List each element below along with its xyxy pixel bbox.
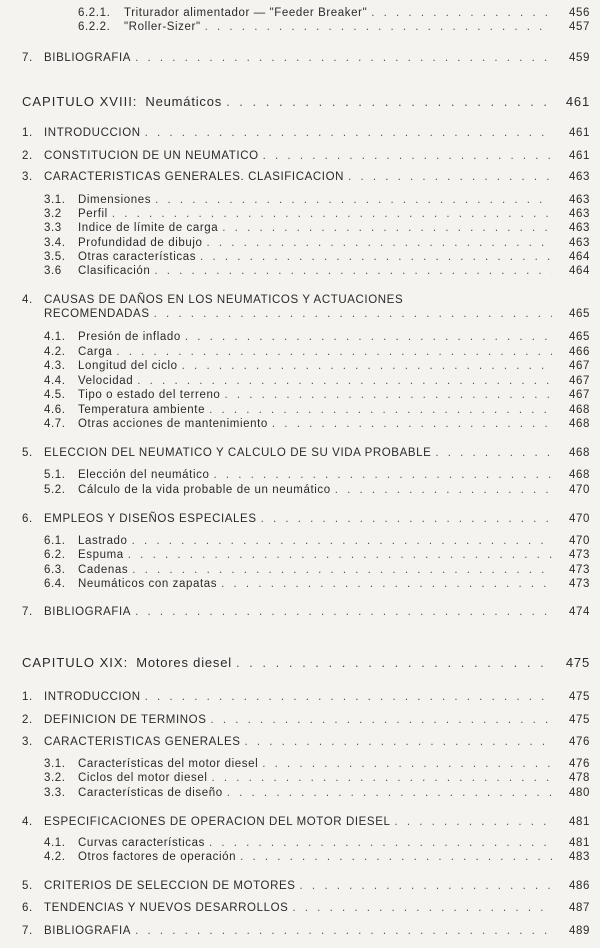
- entry-page: 483: [569, 851, 590, 863]
- toc-entry: [78, 6, 590, 20]
- entry-number: 4.: [22, 816, 33, 828]
- leader-dots: [348, 170, 552, 184]
- entry-number: 5.1.: [44, 469, 66, 481]
- entry-number: 6.2.2.: [78, 21, 111, 33]
- chapter-number: CAPITULO XIX:: [22, 655, 129, 670]
- toc-entry: [44, 264, 590, 278]
- toc-entry: [44, 330, 590, 344]
- chapter-heading: [22, 95, 590, 109]
- entry-page: 481: [569, 816, 590, 828]
- entry-title: Curvas características: [78, 837, 205, 849]
- leader-dots: [116, 345, 552, 359]
- entry-title: Ciclos del motor diesel: [78, 772, 208, 784]
- entry-number: 6.1.: [44, 535, 66, 547]
- entry-title: Características del motor diesel: [78, 758, 259, 770]
- entry-page: 456: [569, 7, 590, 19]
- leader-dots: [236, 656, 552, 670]
- entry-page: 466: [569, 346, 590, 358]
- entry-title: CARACTERISTICAS GENERALES. CLASIFICACION: [44, 171, 345, 183]
- toc-entry: [22, 512, 590, 526]
- entry-page: 467: [569, 375, 590, 387]
- leader-dots: [128, 548, 552, 562]
- toc-entry: [44, 250, 590, 264]
- toc-entry: [44, 850, 590, 864]
- leader-dots: [112, 207, 552, 221]
- toc-entry: [44, 534, 590, 548]
- leader-dots: [244, 735, 552, 749]
- entry-title: Presión de inflado: [78, 331, 181, 343]
- entry-number: 1.: [22, 691, 33, 703]
- toc-entry: [44, 193, 590, 207]
- leader-dots: [222, 221, 552, 235]
- leader-dots: [272, 417, 552, 431]
- leader-dots: [240, 850, 552, 864]
- entry-number: 4.4.: [44, 375, 66, 387]
- entry-number: 3.3.: [44, 787, 66, 799]
- toc-entry: [44, 374, 590, 388]
- entry-title: BIBLIOGRAFIA: [44, 52, 132, 64]
- entry-title: CAUSAS DE DAÑOS EN LOS NEUMATICOS Y ACTUACIONES: [44, 294, 404, 306]
- entry-number: 3.1.: [44, 194, 66, 206]
- entry-number: 6.: [22, 513, 33, 525]
- leader-dots: [145, 126, 552, 140]
- leader-dots: [200, 250, 552, 264]
- leader-dots: [371, 6, 552, 20]
- entry-page: 467: [569, 360, 590, 372]
- entry-title: BIBLIOGRAFIA: [44, 606, 132, 618]
- toc-entry-continuation: [44, 307, 590, 321]
- entry-page: 473: [569, 549, 590, 561]
- entry-title: Triturador alimentador — "Feeder Breaker": [124, 7, 368, 19]
- toc-entry: [44, 359, 590, 373]
- leader-dots: [135, 924, 552, 938]
- toc-entry: [44, 563, 590, 577]
- entry-title: ESPECIFICACIONES DE OPERACION DEL MOTOR DIESEL: [44, 816, 391, 828]
- entry-page: 463: [569, 208, 590, 220]
- leader-dots: [132, 563, 552, 577]
- toc-entry: [44, 417, 590, 431]
- toc-entry: [22, 735, 590, 749]
- entry-number: 6.2.: [44, 549, 66, 561]
- entry-number: 4.2.: [44, 851, 66, 863]
- entry-number: 6.: [22, 902, 33, 914]
- entry-page: 470: [569, 513, 590, 525]
- entry-title: Profundidad de dibujo: [78, 237, 203, 249]
- entry-page: 473: [569, 564, 590, 576]
- entry-title: Longitud del ciclo: [78, 360, 178, 372]
- entry-page: 465: [569, 308, 590, 320]
- toc-entry: [44, 548, 590, 562]
- leader-dots: [394, 815, 552, 829]
- leader-dots: [300, 879, 552, 893]
- entry-number: 4.6.: [44, 404, 66, 416]
- entry-title: Perfil: [78, 208, 108, 220]
- toc-entry: [44, 577, 590, 591]
- entry-page: 461: [565, 94, 590, 109]
- toc-entry: [22, 815, 590, 829]
- entry-number: 7.: [22, 52, 33, 64]
- leader-dots: [263, 149, 552, 163]
- chapter-heading: [22, 656, 590, 670]
- leader-dots: [145, 690, 552, 704]
- leader-dots: [212, 771, 553, 785]
- entry-number: 4.7.: [44, 418, 66, 430]
- entry-number: 3.: [22, 171, 33, 183]
- entry-title: Neumáticos con zapatas: [78, 578, 218, 590]
- toc-entry: [44, 483, 590, 497]
- entry-number: 7.: [22, 925, 33, 937]
- entry-page: 463: [569, 222, 590, 234]
- toc-entry: [44, 771, 590, 785]
- entry-page: 475: [569, 714, 590, 726]
- entry-page: 461: [569, 127, 590, 139]
- leader-dots: [154, 264, 552, 278]
- leader-dots: [224, 388, 552, 402]
- leader-dots: [226, 95, 552, 109]
- entry-number: 4.3.: [44, 360, 66, 372]
- toc-entry: [78, 20, 590, 34]
- entry-number: 3.1.: [44, 758, 66, 770]
- entry-number: 7.: [22, 606, 33, 618]
- entry-title: INTRODUCCION: [44, 127, 141, 139]
- leader-dots: [207, 236, 553, 250]
- entry-page: 464: [569, 251, 590, 263]
- toc-entry: [44, 403, 590, 417]
- leader-dots: [182, 359, 552, 373]
- toc-entry: [44, 786, 590, 800]
- entry-page: 463: [569, 194, 590, 206]
- entry-page: 463: [569, 237, 590, 249]
- entry-number: 5.: [22, 880, 33, 892]
- entry-title: CONSTITUCION DE UN NEUMATICO: [44, 150, 259, 162]
- entry-page: 463: [569, 171, 590, 183]
- entry-title: Tipo o estado del terreno: [78, 389, 221, 401]
- toc-entry: [22, 713, 590, 727]
- entry-page: 470: [569, 535, 590, 547]
- toc-entry: [22, 126, 590, 140]
- entry-number: 3.2.: [44, 772, 66, 784]
- entry-title: Espuma: [78, 549, 124, 561]
- entry-title: Cadenas: [78, 564, 129, 576]
- toc-entry: [22, 170, 590, 184]
- entry-number: 5.2.: [44, 484, 66, 496]
- entry-number: 2.: [22, 150, 33, 162]
- toc-entry: [22, 924, 590, 938]
- entry-page: 465: [569, 331, 590, 343]
- entry-page: 459: [569, 52, 590, 64]
- toc-entry: [44, 757, 590, 771]
- entry-number: 4.5.: [44, 389, 66, 401]
- entry-page: 468: [569, 418, 590, 430]
- entry-page: 461: [569, 150, 590, 162]
- leader-dots: [155, 193, 552, 207]
- entry-number: 4.1.: [44, 837, 66, 849]
- toc-entry: [44, 207, 590, 221]
- toc-entry: [44, 345, 590, 359]
- leader-dots: [209, 403, 552, 417]
- chapter-title: Motores diesel: [136, 655, 232, 670]
- leader-dots: [221, 577, 552, 591]
- entry-title: Características de diseño: [78, 787, 223, 799]
- entry-number: 6.2.1.: [78, 7, 111, 19]
- entry-number: 4.1.: [44, 331, 66, 343]
- entry-page: 464: [569, 265, 590, 277]
- leader-dots: [435, 446, 552, 460]
- entry-page: 467: [569, 389, 590, 401]
- entry-number: 3.6: [44, 265, 62, 277]
- toc-entry: [22, 51, 590, 65]
- entry-title: Indice de límite de carga: [78, 222, 219, 234]
- entry-page: 468: [569, 469, 590, 481]
- leader-dots: [262, 757, 552, 771]
- entry-number: 3.3: [44, 222, 62, 234]
- entry-page: 481: [569, 837, 590, 849]
- entry-title: Clasificación: [78, 265, 151, 277]
- leader-dots: [154, 307, 552, 321]
- leader-dots: [292, 901, 552, 915]
- entry-page: 474: [569, 606, 590, 618]
- entry-page: 475: [565, 655, 590, 670]
- leader-dots: [135, 605, 552, 619]
- leader-dots: [213, 468, 552, 482]
- entry-title: Otras acciones de mantenimiento: [78, 418, 268, 430]
- entry-title: CRITERIOS DE SELECCION DE MOTORES: [44, 880, 296, 892]
- entry-number: 3.: [22, 736, 33, 748]
- entry-title: Carga: [78, 346, 113, 358]
- toc-entry: [22, 901, 590, 915]
- leader-dots: [135, 51, 552, 65]
- entry-page: 478: [569, 772, 590, 784]
- toc-entry: [44, 388, 590, 402]
- leader-dots: [335, 483, 552, 497]
- chapter-title: Neumáticos: [145, 94, 223, 109]
- entry-page: 487: [569, 902, 590, 914]
- entry-title-line2: RECOMENDADAS: [44, 308, 150, 320]
- chapter-number: CAPITULO XVIII:: [22, 94, 138, 109]
- entry-page: 468: [569, 447, 590, 459]
- toc-entry: [22, 446, 590, 460]
- entry-page: 476: [569, 758, 590, 770]
- entry-title: Otras características: [78, 251, 197, 263]
- leader-dots: [132, 534, 552, 548]
- entry-title: Velocidad: [78, 375, 134, 387]
- entry-title: DEFINICION DE TERMINOS: [44, 714, 207, 726]
- entry-page: 489: [569, 925, 590, 937]
- entry-page: 468: [569, 404, 590, 416]
- leader-dots: [261, 512, 552, 526]
- entry-number: 6.3.: [44, 564, 66, 576]
- entry-title: TENDENCIAS Y NUEVOS DESARROLLOS: [44, 902, 289, 914]
- toc-entry: [22, 149, 590, 163]
- entry-page: 470: [569, 484, 590, 496]
- entry-number: 4.2.: [44, 346, 66, 358]
- leader-dots: [205, 20, 552, 34]
- entry-page: 476: [569, 736, 590, 748]
- toc-entry: [22, 690, 590, 704]
- toc-entry: [22, 879, 590, 893]
- entry-number: 3.4.: [44, 237, 66, 249]
- leader-dots: [211, 713, 553, 727]
- entry-title: Temperatura ambiente: [78, 404, 206, 416]
- entry-number: 6.4.: [44, 578, 66, 590]
- entry-number: 5.: [22, 447, 33, 459]
- entry-number: 1.: [22, 127, 33, 139]
- entry-page: 457: [569, 21, 590, 33]
- toc-entry: [22, 605, 590, 619]
- entry-title: Lastrado: [78, 535, 128, 547]
- toc-entry: [22, 293, 403, 307]
- leader-dots: [185, 330, 552, 344]
- toc-entry: [44, 468, 590, 482]
- entry-number: 3.2: [44, 208, 62, 220]
- toc-entry: [44, 836, 590, 850]
- entry-title: ELECCION DEL NEUMATICO Y CALCULO DE SU VIDA PROBABLE: [44, 447, 432, 459]
- leader-dots: [209, 836, 552, 850]
- entry-page: 480: [569, 787, 590, 799]
- entry-page: 475: [569, 691, 590, 703]
- entry-title: INTRODUCCION: [44, 691, 141, 703]
- entry-title: Dimensiones: [78, 194, 152, 206]
- entry-page: 473: [569, 578, 590, 590]
- leader-dots: [227, 786, 552, 800]
- entry-title: CARACTERISTICAS GENERALES: [44, 736, 241, 748]
- entry-title: "Roller-Sizer": [124, 21, 201, 33]
- entry-title: Cálculo de la vida probable de un neumático: [78, 484, 331, 496]
- entry-title: BIBLIOGRAFIA: [44, 925, 132, 937]
- toc-entry: [44, 221, 590, 235]
- entry-number: 3.5.: [44, 251, 66, 263]
- entry-number: 4.: [22, 294, 33, 306]
- entry-title: Elección del neumático: [78, 469, 210, 481]
- entry-title: Otros factores de operación: [78, 851, 237, 863]
- entry-number: 2.: [22, 714, 33, 726]
- toc-entry: [44, 236, 590, 250]
- leader-dots: [137, 374, 552, 388]
- entry-title: EMPLEOS Y DISEÑOS ESPECIALES: [44, 513, 257, 525]
- entry-page: 486: [569, 880, 590, 892]
